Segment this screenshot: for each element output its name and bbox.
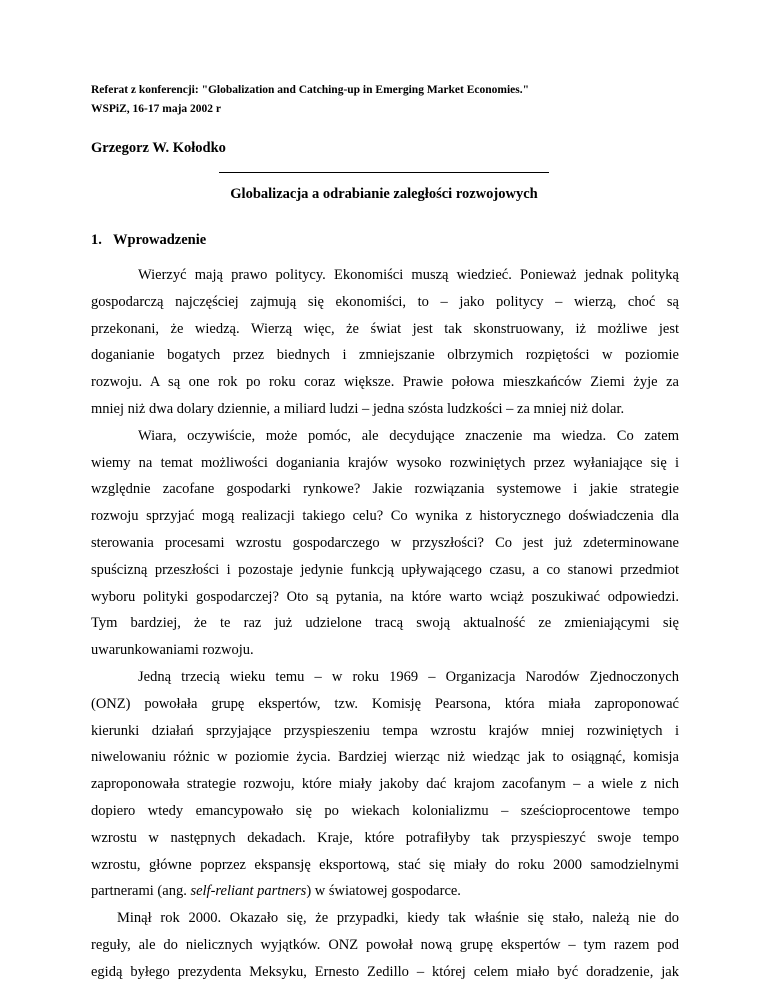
text-line: wzrostu, główne poprzez ekspansję eksportową, stać się miały do roku 2000 samodzielnymi — [91, 856, 679, 873]
text-line: dopiero wtedy emancypowało się po wiekach kolonializmu – sześcioprocentowe tempo — [91, 802, 679, 819]
text-line: wzrostu w następnych dekadach. Kraje, które potrafiłyby tak przyspieszyć swoje tempo — [91, 829, 679, 846]
text-line: rozwoju. A są one rok po roku coraz większe. Prawie połowa mieszkańców Ziemi żyje za — [91, 374, 679, 391]
text-fragment: partnerami (ang. — [91, 883, 191, 900]
text-line: wiemy na temat możliwości doganiania krajów wysoko rozwiniętych przez wyłaniające się i — [91, 454, 679, 471]
title-divider — [219, 172, 549, 173]
conference-line-1: Referat z konferencji: "Globalization and Catching-up in Emerging Market Economies." — [91, 84, 530, 96]
text-line: rozwoju sprzyjać mogą realizacji takiego celu? Co wynika z historycznego doświadczenia dla — [91, 508, 679, 525]
italic-term: self-reliant partners — [190, 883, 307, 900]
text-line: mniej niż dwa dolary dziennie, a miliard ludzi – jedna szósta ludzkości – za mniej niż dolar. — [91, 400, 625, 417]
text-line: Wiara, oczywiście, może pomóc, ale decydujące znaczenie ma wiedza. Co zatem — [138, 427, 679, 444]
section-heading — [91, 232, 206, 249]
text-line: doganianie bogatych przez biednych i zmniejszanie olbrzymich rozpiętości w poziomie — [91, 347, 679, 364]
text-line: uwarunkowaniami rozwoju. — [91, 642, 254, 659]
text-line: Jedną trzecią wieku temu – w roku 1969 – Organizacja Narodów Zjednoczonych — [138, 668, 679, 685]
section-title: Wprowadzenie — [113, 232, 207, 248]
conference-note — [91, 81, 529, 119]
section-number: 1. — [91, 232, 102, 248]
body-text — [91, 262, 679, 986]
text-line: niwelowaniu różnic w poziomie życia. Bardziej wierząc niż wiedząc jak to osiągnąć, komisja — [91, 749, 679, 766]
text-fragment: ) w światowej gospodarce. — [306, 883, 461, 900]
text-line: Minął rok 2000. Okazało się, że przypadki, kiedy tak właśnie się stało, należą nie do — [117, 910, 679, 927]
text-line: egidą byłego prezydenta Meksyku, Ernesto Zedillo – której celem miało być doradzenie, jak — [91, 963, 679, 980]
text-line: wyboru polityki gospodarczej? Oto są pytania, na które warto wciąż poszukiwać odpowiedzi. — [91, 588, 679, 605]
text-line: sterowania procesami wzrostu gospodarczego w przyszłości? Co jest już zdeterminowane — [91, 534, 679, 551]
text-line: Wierzyć mają prawo politycy. Ekonomiści muszą wiedzieć. Ponieważ jednak polityką — [138, 267, 679, 283]
text-line: kierunki działań sprzyjające przyspieszeniu tempa wzrostu krajów mniej rozwiniętych i — [91, 722, 679, 739]
text-line: spuścizną przeszłości i pozostaje jedynie funkcją upływającego czasu, a co stanowi przedmiot — [91, 561, 679, 578]
text-line: zaproponowała strategie rozwoju, które miały jakoby dać krajom zacofanym – a wiele z nich — [91, 776, 679, 793]
document-title: Globalizacja a odrabianie zaległości rozwojowych — [230, 186, 538, 202]
conference-line-2: WSPiZ, 16-17 maja 2002 r — [91, 103, 222, 115]
text-line: względnie zacofane gospodarki rynkowe? Jakie rozwiązania systemowe i jakie strategie — [91, 481, 679, 498]
text-line: gospodarczą najczęściej zajmują się ekonomiści, to – jako politycy – wierzą, choć są — [91, 293, 679, 310]
text-line: (ONZ) powołała grupę ekspertów, tzw. Komisję Pearsona, która miała zaproponować — [91, 695, 679, 712]
text-line: przekonani, że wiedzą. Wierzą więc, że świat jest tak skonstruowany, iż możliwe jest — [91, 320, 679, 337]
text-line — [91, 878, 679, 905]
text-line: reguły, ale do nielicznych wyjątków. ONZ powołał nową grupę ekspertów – tym razem pod — [91, 936, 679, 953]
text-line: Tym bardziej, że te raz już udzielone tracą swoją aktualność ze zmieniającymi się — [91, 615, 679, 632]
author-name: Grzegorz W. Kołodko — [91, 140, 226, 156]
